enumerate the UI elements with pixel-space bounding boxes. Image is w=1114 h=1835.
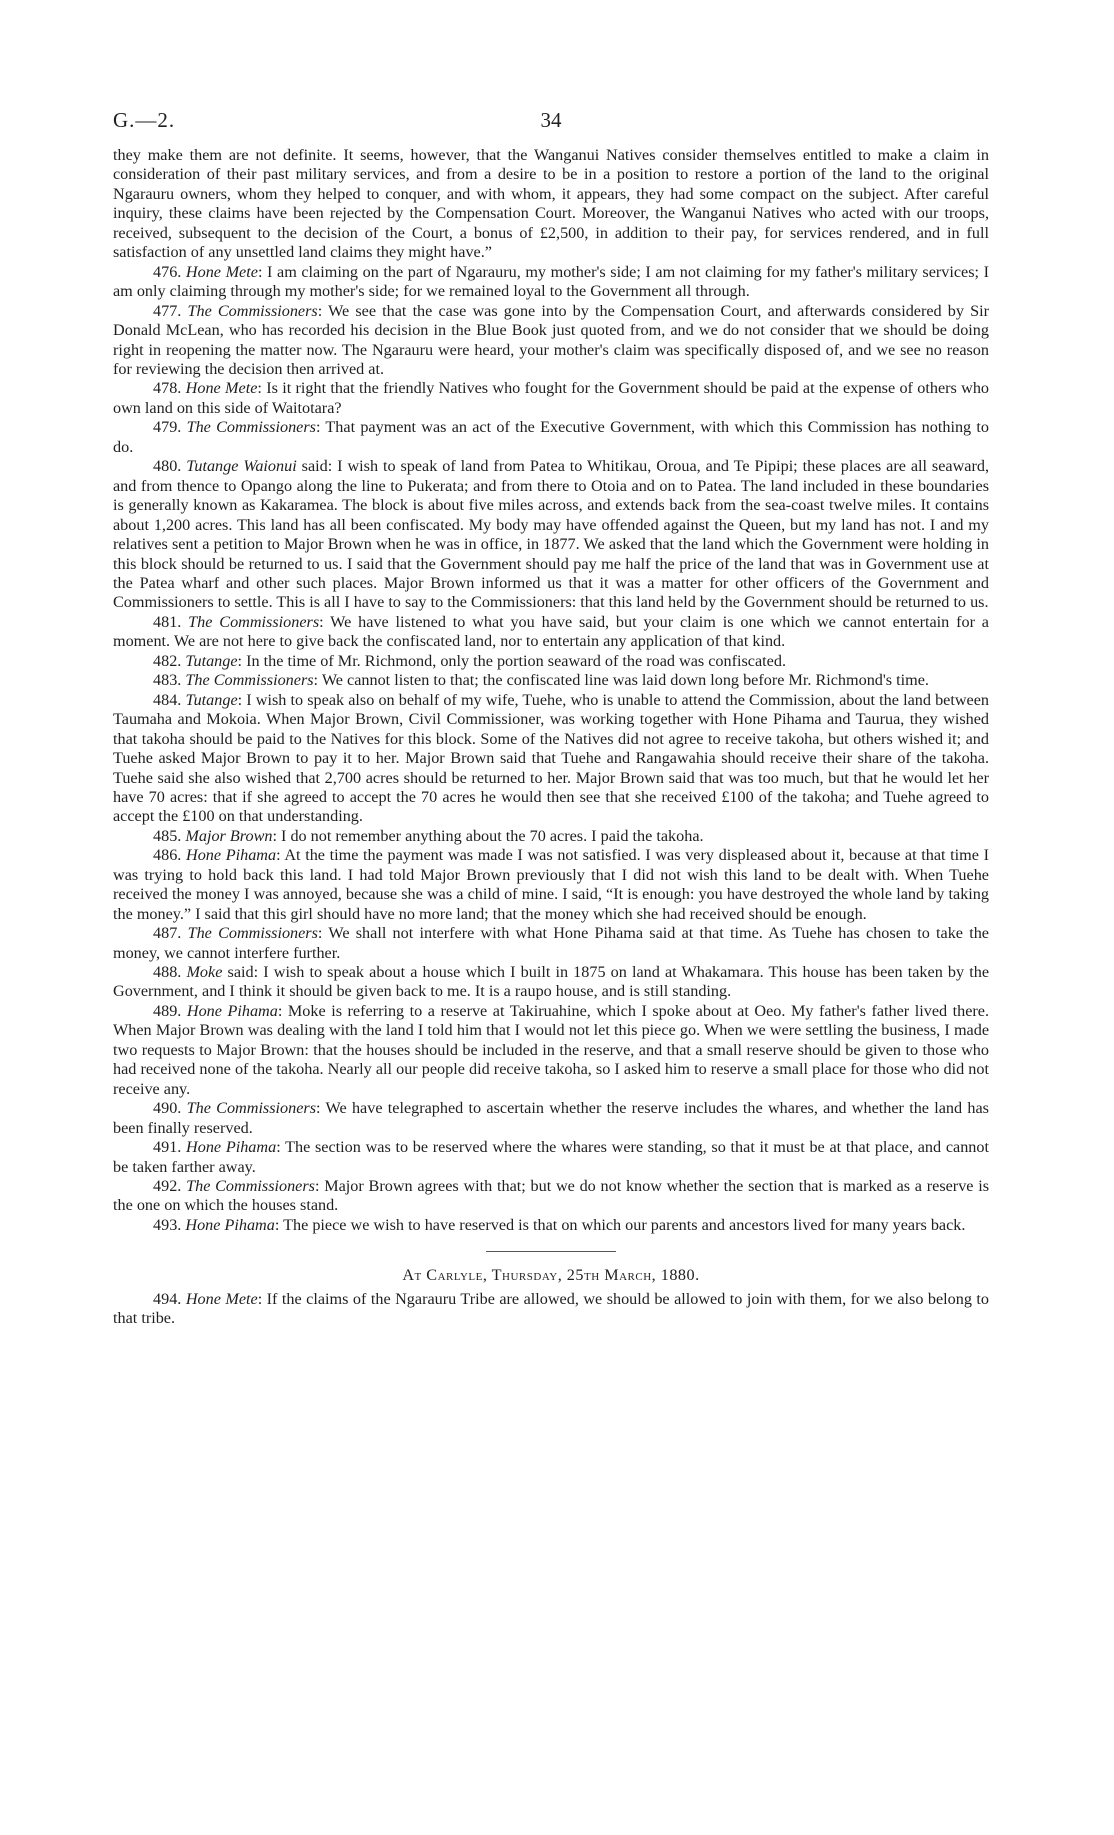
paragraph-number: 490.	[153, 1099, 182, 1118]
testimony-paragraph: 479. The Commissioners: That payment was an act of the Executive Government, with which this Commission has nothing to do.	[113, 418, 989, 456]
paragraph-text: they make them are not definite. It seems, however, that the Wanganui Natives consider themselves entitled to make a claim in consideration of their past military services, and from a desire to be in a position to restore a portion of the land to the original Ngarauru owners, whom they helped to conquer, and with whom, it appears, they had some compact on the subject. After careful inquiry, these claims have been rejected by the Compensation Court. Moreover, the Wanganui Natives who acted with our troops, received, subsequent to the decision of the Court, a bonus of £2,500, in addition to their pay, for services rendered, and in full satisfaction of any unsettled land claims they might have.”	[113, 146, 989, 262]
testimony-paragraph: 481. The Commissioners: We have listened to what you have said, but your claim is one which we cannot entertain for a moment. We are not here to give back the confiscated land, nor to entertain any application of that kind.	[113, 612, 989, 651]
paragraph-text: Moke is referring to a reserve at Takiruahine, which I spoke about at Oeo. My father's father lived there. When Major Brown was dealing with the land I told him that I would not let this piece go. When we were settling the business, I made two requests to Major Brown: that the houses should be included in the reserve, and that a small reserve should be given to those who had received none of the takoha. Nearly all our people did receive takoha, so I asked him to reserve a small place for those who did not receive any.	[113, 1001, 990, 1098]
document-body	[113, 146, 989, 1329]
paragraph-number: 486.	[153, 846, 182, 865]
document-page	[113, 108, 989, 1329]
testimony-paragraph: 485. Major Brown: I do not remember anything about the 70 acres. I paid the takoha.	[153, 826, 704, 845]
speaker-name: The Commissioners	[187, 924, 318, 943]
speaker-name: The Commissioners	[185, 671, 314, 690]
paragraph-number: 477.	[153, 301, 182, 320]
speaker-name: Hone Mete	[185, 379, 258, 398]
paragraph-text: I wish to speak about a house which I built in 1875 on land at Whakamara. This house has been taken by the Government, and I think it should be given back to me. It is a raupo house, and is still standing.	[113, 963, 989, 1001]
testimony-paragraph: 490. The Commissioners: We have telegraphed to ascertain whether the reserve includes the whares, and whether the land has been finally reserved.	[113, 1099, 989, 1137]
paragraph-text: In the time of Mr. Richmond, only the portion seaward of the road was confiscated.	[246, 651, 786, 670]
section-heading: At Carlyle, Thursday, 25th March, 1880.	[402, 1266, 700, 1285]
paragraph-number: 480.	[153, 457, 182, 476]
testimony-paragraph: 492. The Commissioners: Major Brown agrees with that; but we do not know whether the section that is marked as a reserve is the one on which the houses stand.	[113, 1177, 990, 1215]
paragraph-number: 493.	[153, 1215, 182, 1234]
paragraph-text: If the claims of the Ngarauru Tribe are allowed, we should be allowed to join with them, for we also belong to that tribe.	[113, 1289, 989, 1328]
paragraph-number: 491.	[153, 1138, 182, 1157]
paragraph-number: 489.	[153, 1001, 182, 1020]
testimony-paragraph: 488. Moke said: I wish to speak about a house which I built in 1875 on land at Whakamara. This house has been taken by the Government, and I think it should be given back to me. It is a raupo house, and is still standing.	[113, 963, 989, 1001]
testimony-paragraph: 482. Tutange: In the time of Mr. Richmond, only the portion seaward of the road was confiscated.	[153, 651, 786, 670]
testimony-paragraph: 477. The Commissioners: We see that the case was gone into by the Compensation Court, and afterwards considered by Sir Donald McLean, who has recorded his decision in the Blue Book just quoted from, and we do not consider that we should be doing right in reopening the matter now. The Ngarauru were heard, your mother's claim was specifically disposed of, and we see no reason for reviewing the decision then arrived at.	[113, 301, 989, 378]
testimony-paragraph: 476. Hone Mete: I am claiming on the part of Ngarauru, my mother's side; I am not claiming for my father's military services; I am only claiming through my mother's side; for we remained loyal to the Government all through.	[113, 262, 990, 301]
speaker-name: The Commissioners	[187, 301, 318, 320]
paragraph-text: We cannot listen to that; the confiscated line was laid down long before Mr. Richmond's time.	[321, 671, 929, 690]
testimony-paragraph: 489. Hone Pihama: Moke is referring to a reserve at Takiruahine, which I spoke about at Oeo. My father's father lived there. When Major Brown was dealing with the land I told him that I would not let this piece go. When we were settling the business, I made two requests to Major Brown: that the houses should be included in the reserve, and that a small reserve should be given to those who had received none of the takoha. Nearly all our people did receive takoha, so I asked him to reserve a small place for those who did not receive any.	[113, 1001, 990, 1098]
testimony-paragraph: 478. Hone Mete: Is it right that the friendly Natives who fought for the Government should be paid at the expense of others who own land on this side of Waitotara?	[113, 379, 990, 417]
paragraph-text: We see that the case was gone into by the Compensation Court, and afterwards considered by Sir Donald McLean, who has recorded his decision in the Blue Book just quoted from, and we do not consider that we should be doing right in reopening the matter now. The Ngarauru were heard, your mother's claim was specifically disposed of, and we see no reason for reviewing the decision then arrived at.	[113, 301, 989, 378]
paragraph-text: The section was to be reserved where the whares were standing, so that it must be at that place, and cannot be taken farther away.	[113, 1138, 989, 1176]
speaker-name: Hone Pihama	[185, 1215, 275, 1234]
paragraph-text: We have listened to what you have said, but your claim is one which we cannot entertain for a moment. We are not here to give back the confiscated land, nor to entertain any application of that kind.	[113, 612, 989, 651]
testimony-paragraph: 487. The Commissioners: We shall not interfere with what Hone Pihama said at that time. As Tuehe has chosen to take the money, we cannot interfere further.	[113, 924, 989, 962]
paragraph-text: I do not remember anything about the 70 acres. I paid the takoha.	[281, 826, 704, 845]
speaker-name: Tutange Waionui	[186, 457, 297, 476]
paragraph-number: 487.	[153, 924, 182, 943]
page-number: 34	[540, 108, 562, 132]
testimony-paragraph: 483. The Commissioners: We cannot listen to that; the confiscated line was laid down long before Mr. Richmond's time.	[153, 671, 929, 690]
testimony-paragraph: 486. Hone Pihama: At the time the payment was made I was not satisfied. I was very displeased about it, because at that time I was trying to hold back this land. I had told Major Brown previously that I did not wish this land to be dealt with. When Tuehe received the money I was annoyed, because she was a child of mine. I said, “It is enough: you have destroyed the whole land by taking the money.” I said that this girl should have no more land; that the money which she had received should be enough.	[113, 846, 990, 923]
paragraph-number: 479.	[153, 418, 182, 437]
speaker-name: The Commissioners	[186, 1099, 317, 1118]
paragraph-text: I wish to speak also on behalf of my wife, Tuehe, who is unable to attend the Commission, about the land between Taumaha and Mokoia. When Major Brown, Civil Commissioner, was working together with Hone Pihama and Taurua, they wished that takoha should be paid to the Natives for this block. Some of the Natives did not agree to receive takoha, but others wished it; and Tuehe asked Major Brown to pay it to her. Major Brown said that Tuehe and Rangawahia should receive their share of the takoha. Tuehe said she also wished that 2,700 acres should be returned to her. Major Brown said that was too much, but that he would let her have 70 acres: that if she agreed to accept the 70 acres he would then see that she received £100 of the takoha; and Tuehe agreed to accept the £100 on that understanding.	[113, 690, 990, 826]
paragraph-text: The piece we wish to have reserved is that on which our parents and ancestors lived for many years back.	[283, 1215, 966, 1234]
paragraph-number: 482.	[153, 651, 182, 670]
paragraph-number: 478.	[153, 379, 182, 398]
testimony-paragraph: 494. Hone Mete: If the claims of the Ngarauru Tribe are allowed, we should be allowed to join with them, for we also belong to that tribe.	[113, 1289, 989, 1328]
paragraph-text: Major Brown agrees with that; but we do not know whether the section that is marked as a reserve is the one on which the houses stand.	[113, 1177, 990, 1215]
speaker-name: The Commissioners	[186, 1177, 315, 1196]
paragraph-number: 476.	[153, 262, 182, 281]
page-header	[113, 108, 989, 146]
paragraph-text: I am claiming on the part of Ngarauru, my mother's side; I am not claiming for my father's military services; I am only claiming through my mother's side; for we remained loyal to the Government all through.	[113, 262, 990, 301]
paragraph-text: We shall not interfere with what Hone Pihama said at that time. As Tuehe has chosen to take the money, we cannot interfere further.	[113, 924, 989, 962]
paragraph-text: At the time the payment was made I was not satisfied. I was very displeased about it, because at that time I was trying to hold back this land. I had told Major Brown previously that I did not wish this land to be dealt with. When Tuehe received the money I was annoyed, because she was a child of mine. I said, “It is enough: you have destroyed the whole land by taking the money.” I said that this girl should have no more land; that the money which she had received should be enough.	[113, 846, 990, 923]
testimony-paragraph	[113, 146, 989, 263]
paragraph-number: 492.	[153, 1177, 182, 1196]
document-reference: G.—2.	[113, 108, 176, 132]
speaker-name: The Commissioners	[188, 612, 320, 631]
speaker-name: Moke	[186, 963, 223, 982]
section-divider	[486, 1251, 616, 1252]
paragraph-number: 488.	[153, 963, 182, 982]
speaker-name: Hone Pihama	[186, 1138, 277, 1157]
speaker-name: Major Brown	[185, 826, 273, 845]
paragraph-text: That payment was an act of the Executive Government, with which this Commission has nothing to do.	[113, 418, 989, 456]
paragraph-number: 481.	[153, 612, 182, 631]
paragraph-text: Is it right that the friendly Natives who fought for the Government should be paid at the expense of others who own land on this side of Waitotara?	[113, 379, 990, 417]
testimony-paragraph: 480. Tutange Waionui said: I wish to speak of land from Patea to Whitikau, Oroua, and Te Pipipi; these places are all seaward, and from thence to Opango along the line to Pukerata; and from there to Otoia and on to Patea. The land included in these boundaries is generally known as Kakaramea. The block is about five miles across, and extends back from the sea-coast twelve miles. It contains about 1,200 acres. This land has all been confiscated. My body may have offended against the Queen, but my land has not. I and my relatives sent a petition to Major Brown when he was in office, in 1877. We asked that the land which the Government were holding in this block should be returned to us. I said that the Government should pay me half the price of the land that was in Government use at the Patea wharf and other such places. Major Brown informed us that it was a matter for other officers of the Government and Commissioners to settle. This is all I have to say to the Commissioners: that this land held by the Government should be returned to us.	[113, 457, 990, 612]
speaker-name: Hone Pihama	[186, 846, 277, 865]
paragraph-number: 485.	[153, 826, 182, 845]
speaker-name: Tutange	[185, 690, 238, 709]
speaker-name: The Commissioners	[186, 418, 316, 437]
speaker-name: Hone Mete	[185, 1289, 258, 1308]
testimony-paragraph: 493. Hone Pihama: The piece we wish to have reserved is that on which our parents and ancestors lived for many years back.	[153, 1215, 966, 1234]
testimony-paragraph: 491. Hone Pihama: The section was to be reserved where the whares were standing, so that it must be at that place, and cannot be taken farther away.	[113, 1138, 989, 1176]
paragraph-number: 483.	[153, 671, 182, 690]
paragraph-text: I wish to speak of land from Patea to Whitikau, Oroua, and Te Pipipi; these places are all seaward, and from thence to Opango along the line to Pukerata; and from there to Otoia and on to Patea. The land included in these boundaries is generally known as Kakaramea. The block is about five miles across, and extends back from the sea-coast twelve miles. It contains about 1,200 acres. This land has all been confiscated. My body may have offended against the Queen, but my land has not. I and my relatives sent a petition to Major Brown when he was in office, in 1877. We asked that the land which the Government were holding in this block should be returned to us. I said that the Government should pay me half the price of the land that was in Government use at the Patea wharf and other such places. Major Brown informed us that it was a matter for other officers of the Government and Commissioners to settle. This is all I have to say to the Commissioners: that this land held by the Government should be returned to us.	[113, 457, 990, 612]
paragraph-number: 494.	[153, 1289, 182, 1308]
speaker-name: Tutange	[185, 651, 238, 670]
speaker-name: Hone Pihama	[186, 1001, 278, 1020]
speaker-name: Hone Mete	[185, 262, 258, 281]
paragraph-text: We have telegraphed to ascertain whether the reserve includes the whares, and whether the land has been finally reserved.	[113, 1099, 989, 1137]
testimony-paragraph: 484. Tutange: I wish to speak also on behalf of my wife, Tuehe, who is unable to attend the Commission, about the land between Taumaha and Mokoia. When Major Brown, Civil Commissioner, was working together with Hone Pihama and Taurua, they wished that takoha should be paid to the Natives for this block. Some of the Natives did not agree to receive takoha, but others wished it; and Tuehe asked Major Brown to pay it to her. Major Brown said that Tuehe and Rangawahia should receive their share of the takoha. Tuehe said she also wished that 2,700 acres should be returned to her. Major Brown said that was too much, but that he would let her have 70 acres: that if she agreed to accept the 70 acres he would then see that she received £100 of the takoha; and Tuehe agreed to accept the £100 on that understanding.	[113, 690, 990, 826]
paragraph-number: 484.	[153, 690, 182, 709]
